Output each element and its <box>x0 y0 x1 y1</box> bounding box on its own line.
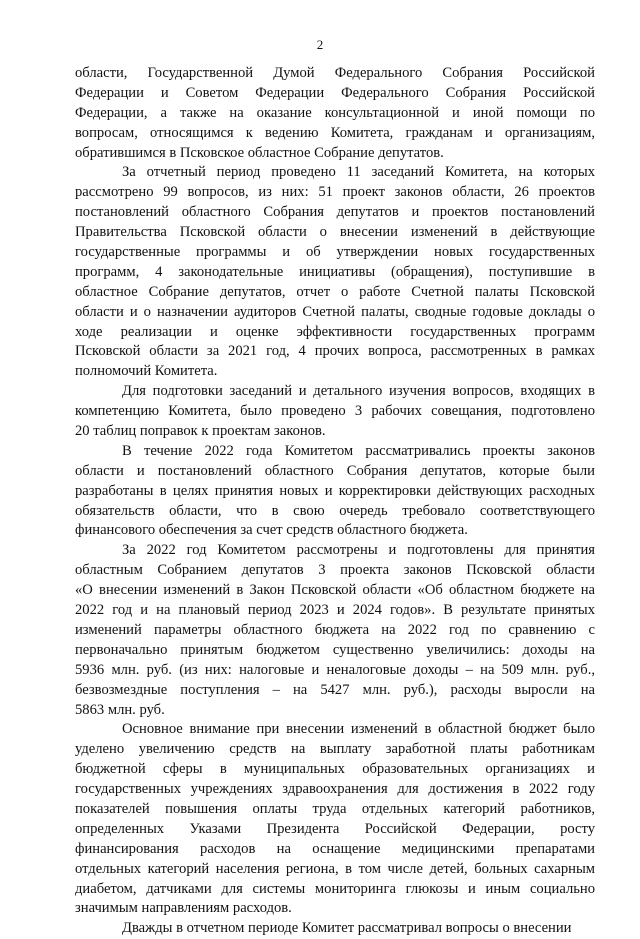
text-line: рассмотрено 99 вопросов, из них: 51 проект законов области, 26 проектов <box>75 184 595 201</box>
text-line: программ, 4 законодательные инициативы (обращения), поступившие в <box>75 263 595 280</box>
text-line: 5936 млн. руб. (из них: налоговые и неналоговые доходы – на 509 млн. руб., <box>75 661 595 678</box>
text-line: бюджетной сферы в муниципальных образовательных организациях и <box>75 761 595 778</box>
text-line: безвозмездные поступления – на 5427 млн. руб.), расходы выросли на <box>75 681 595 698</box>
text-line: «О внесении изменений в Закон Псковской области «Об областном бюджете на <box>75 582 595 599</box>
text-line: области и постановлений областного Собрания депутатов, которые были <box>75 462 595 479</box>
text-line: областное Собрание депутатов, отчет о работе Счетной палаты Псковской <box>75 283 595 300</box>
paragraph <box>75 163 595 382</box>
text-line: постановлений областного Собрания депутатов и проектов постановлений <box>75 204 595 221</box>
text-line: областным Собранием депутатов 3 проекта законов Псковской области <box>75 562 595 579</box>
text-line: определенных Указами Президента Российской Федерации, росту <box>75 820 595 837</box>
text-line: Федерации и Советом Федерации Федерального Собрания Российской <box>75 84 595 101</box>
text-line: области и о назначении аудиторов Счетной палаты, сводные годовые доклады о <box>75 303 595 320</box>
text-line: уделено увеличению средств на выплату заработной платы работникам <box>75 741 595 758</box>
text-line: обязательств области, что в свою очередь требовало соответствующего <box>75 502 595 519</box>
text-line: В течение 2022 года Комитетом рассматривались проекты законов <box>122 442 595 459</box>
text-line: компетенцию Комитета, было проведено 3 рабочих совещания, подготовлено <box>75 403 595 420</box>
text-line: Основное внимание при внесении изменений в областной бюджет было <box>122 721 595 738</box>
text-line: 2022 год и на плановый период 2023 и 2024 годов». В результате принятых <box>75 602 595 619</box>
text-line: изменений параметры областного бюджета на 2022 год по сравнению с <box>75 621 595 638</box>
text-line: ходе реализации и оценке эффективности государственных программ <box>75 323 595 340</box>
text-line: Дважды в отчетном периоде Комитет рассматривал вопросы о внесении <box>122 920 572 937</box>
text-line: За 2022 год Комитетом рассмотрены и подготовлены для принятия <box>122 542 595 559</box>
paragraph <box>75 919 595 939</box>
text-line: первоначально принятым бюджетом существенно увеличились: доходы на <box>75 641 595 658</box>
paragraph <box>75 442 595 541</box>
text-line: За отчетный период проведено 11 заседаний Комитета, на которых <box>122 164 595 181</box>
text-line: диабетом, датчиками для системы мониторинга глюкозы и иным социально <box>75 880 595 897</box>
text-line: государственные программы и об утверждении новых государственных <box>75 244 595 261</box>
text-line: 5863 млн. руб. <box>75 701 165 718</box>
text-line: отдельных категорий населения региона, в том числе детей, больных сахарным <box>75 860 595 877</box>
text-line: значимым направлениям расходов. <box>75 900 292 917</box>
text-line: Правительства Псковской области о внесении изменений в действующие <box>75 224 595 241</box>
paragraph <box>75 64 595 163</box>
text-line: обратившимся в Псковское областное Собрание депутатов. <box>75 144 444 161</box>
text-line: вопросам, относящимся к ведению Комитета, гражданам и организациям, <box>75 124 595 141</box>
paragraph <box>75 541 595 720</box>
page-number: 2 <box>316 37 324 52</box>
text-line: полномочий Комитета. <box>75 363 218 380</box>
text-line: финансового обеспечения за счет средств областного бюджета. <box>75 522 468 539</box>
document-body <box>75 64 595 939</box>
text-line: Псковской области за 2021 год, 4 прочих вопроса, рассмотренных в рамках <box>75 343 595 360</box>
paragraph <box>75 382 595 442</box>
text-line: 20 таблиц поправок к проектам законов. <box>75 423 326 440</box>
text-line: Для подготовки заседаний и детального изучения вопросов, входящих в <box>122 383 595 400</box>
paragraph <box>75 720 595 919</box>
text-line: разработаны в целях принятия новых и корректировки действующих расходных <box>75 482 595 499</box>
text-line: показателей повышения оплаты труда отдельных категорий работников, <box>75 800 595 817</box>
text-line: Федерации, а также на оказание консультационной и иной помощи по <box>75 104 595 121</box>
text-line: области, Государственной Думой Федерального Собрания Российской <box>75 65 595 81</box>
text-line: финансирования расходов на оснащение медицинскими препаратами <box>75 840 595 857</box>
text-line: государственных учреждениях здравоохранения для достижения в 2022 году <box>75 781 595 798</box>
